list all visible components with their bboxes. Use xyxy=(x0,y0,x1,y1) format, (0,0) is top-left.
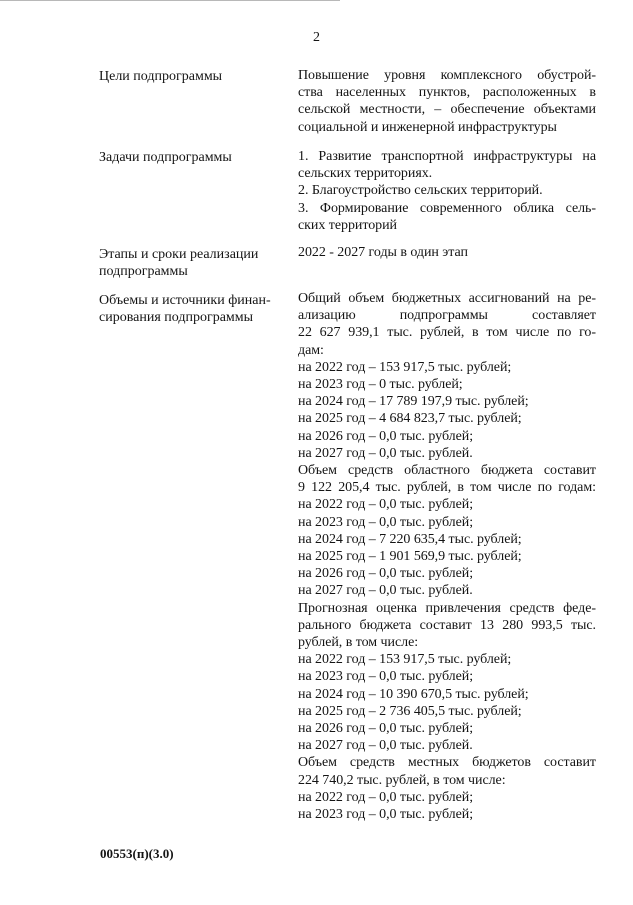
value-line: Общий объем бюджетных ассигнований на ре- xyxy=(298,291,596,306)
value-line: 1. Развитие транспортной инфраструктуры на xyxy=(298,149,596,164)
value-line: 9 122 205,4 тыс. рублей, в том числе по годам: xyxy=(298,480,596,496)
value-line: на 2022 год – 0,0 тыс. рублей; xyxy=(298,497,474,513)
value-line: ализацию подпрограммы составляет xyxy=(298,308,596,324)
value-line: на 2023 год – 0,0 тыс. рублей; xyxy=(298,669,474,685)
value-line: на 2027 год – 0,0 тыс. рублей. xyxy=(298,738,473,754)
value-line: на 2025 год – 2 736 405,5 тыс. рублей; xyxy=(298,703,522,719)
value-line: на 2024 год – 17 789 197,9 тыс. рублей; xyxy=(298,394,529,410)
value-line: на 2027 год – 0,0 тыс. рублей. xyxy=(298,583,473,599)
value-line: ства населенных пунктов, расположенных в xyxy=(298,85,596,101)
value-line: на 2026 год – 0,0 тыс. рублей; xyxy=(298,566,474,582)
value-line: Повышение уровня комплексного обустрой- xyxy=(298,68,596,83)
value-line: на 2022 год – 0,0 тыс. рублей; xyxy=(298,789,474,805)
value-line: на 2026 год – 0,0 тыс. рублей; xyxy=(298,721,474,737)
document-code: 00553(п)(3.0) xyxy=(100,846,174,861)
section-value xyxy=(298,290,596,823)
value-line: Прогнозная оценка привлечения средств феде- xyxy=(298,600,596,616)
value-line: 22 627 939,1 тыс. рублей, в том числе по го- xyxy=(298,325,596,341)
value-line: 2. Благоустройство сельских территорий. xyxy=(298,183,543,199)
section-label: Задачи подпрограммы xyxy=(99,150,232,165)
value-line: сельских территориях. xyxy=(298,166,433,182)
value-line: на 2022 год – 153 917,5 тыс. рублей; xyxy=(298,652,512,668)
value-line: на 2025 год – 1 901 569,9 тыс. рублей; xyxy=(298,549,522,565)
value-line: 3. Формирование современного облика сель- xyxy=(298,200,596,216)
value-line: сельской местности, – обеспечение объектами xyxy=(298,102,596,118)
value-line: на 2023 год – 0,0 тыс. рублей; xyxy=(298,514,474,530)
value-line: Объем средств местных бюджетов составит xyxy=(298,755,596,771)
top-rule xyxy=(0,0,340,1)
value-line: рублей, в том числе: xyxy=(298,635,419,651)
value-line: на 2025 год – 4 684 823,7 тыс. рублей; xyxy=(298,411,522,427)
section-value xyxy=(298,148,596,234)
section-value xyxy=(298,244,596,261)
page-number: 2 xyxy=(313,30,320,45)
section-label: Объемы и источники финан-сирования подпрограммы xyxy=(99,293,271,326)
value-line: Объем средств областного бюджета составит xyxy=(298,463,596,479)
value-line: 2022 - 2027 годы в один этап xyxy=(298,245,468,260)
value-line: на 2022 год – 153 917,5 тыс. рублей; xyxy=(298,359,512,375)
section-value xyxy=(298,67,596,136)
value-line: на 2026 год – 0,0 тыс. рублей; xyxy=(298,428,474,444)
section-label: Цели подпрограммы xyxy=(99,69,223,84)
section-label: Этапы и сроки реализации подпрограммы xyxy=(99,247,259,280)
value-line: рального бюджета составит 13 280 993,5 тыс. xyxy=(298,617,596,633)
value-line: социальной и инженерной инфраструктуры xyxy=(298,119,557,135)
value-line: на 2023 год – 0 тыс. рублей; xyxy=(298,377,463,393)
value-line: дам: xyxy=(298,342,324,358)
value-line: на 2023 год – 0,0 тыс. рублей; xyxy=(298,807,474,823)
value-line: ских территорий xyxy=(298,217,398,233)
value-line: на 2024 год – 10 390 670,5 тыс. рублей; xyxy=(298,686,529,702)
value-line: на 2024 год – 7 220 635,4 тыс. рублей; xyxy=(298,531,522,547)
value-line: на 2027 год – 0,0 тыс. рублей. xyxy=(298,445,473,461)
value-line: 224 740,2 тыс. рублей, в том числе: xyxy=(298,772,506,788)
